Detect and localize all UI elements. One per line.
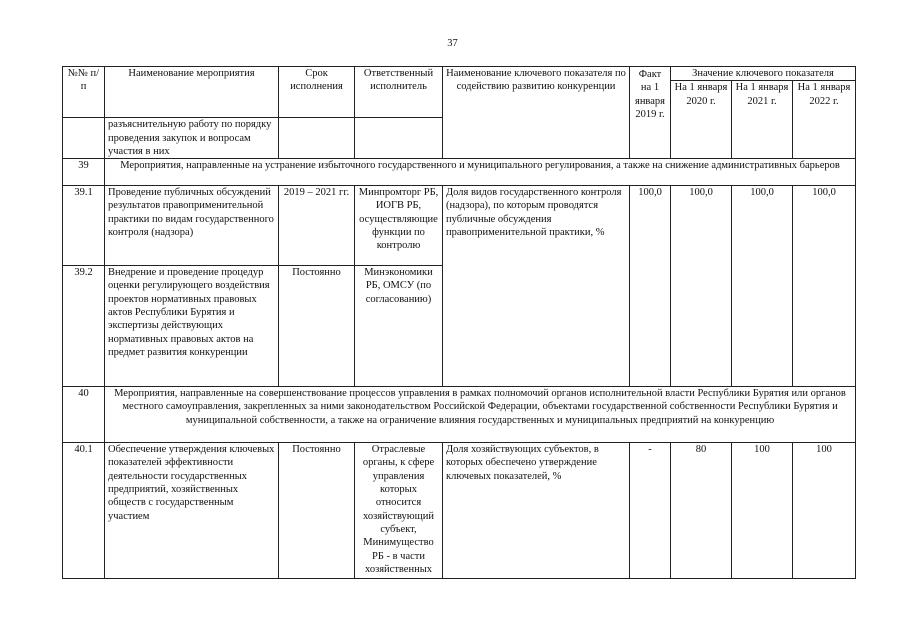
row-40-1-responsible: Отраслевые органы, к сфере управления которых относится хозяйствующий субъект, Минимущество РБ - в части хозяйственных — [362, 444, 435, 575]
row-40-1-indicator: Доля хозяйствующих субъектов, в которых обеспечено утверждение ключевых показателей, % — [443, 443, 630, 579]
header-indicator: Наименование ключевого показателя по содействию развитию конкуренции — [443, 67, 630, 159]
section-40-title: Мероприятия, направленные на совершенствование процессов управления в рамках полномочий органов исполнительной власти Республики Бурятия или органов местного самоуправления, закрепленных за ними законодательством Российской Федерации, объектами государственной собственности Республики Бурятия и муниципальной собственности, а также на ограничение влияния государственных и муниципальных предприятий на конкуренцию — [105, 387, 856, 443]
row-39-1-responsible: Минпромторг РБ, ИОГВ РБ, осуществляющие функции по контролю — [355, 186, 443, 266]
cont-name: разъяснительную работу по порядку проведения закупок и вопросам участия в них — [105, 118, 279, 159]
row-39-value-2020: 100,0 — [671, 186, 732, 387]
row-39-fact: 100,0 — [630, 186, 671, 387]
row-39-1-name: Проведение публичных обсуждений результатов правоприменительной практики по видам государственного контроля (надзора) — [105, 186, 279, 266]
measures-table — [62, 66, 856, 579]
row-39-indicator: Доля видов государственного контроля (надзора), по которым проводятся публичные обсуждения правоприменительной практики, % — [443, 186, 630, 387]
header-2020: На 1 января 2020 г. — [671, 81, 732, 159]
row-40-1-value-2022: 100 — [793, 443, 856, 579]
row-39-2-num: 39.2 — [63, 266, 105, 387]
row-40-1-value-2021: 100 — [732, 443, 793, 579]
header-value-group: Значение ключевого показателя — [671, 67, 856, 81]
header-num: №№ п/п — [63, 67, 105, 118]
header-row — [63, 67, 856, 81]
page-number: 37 — [447, 38, 458, 49]
section-39-title: Мероприятия, направленные на устранение избыточного государственного и муниципального регулирования, а также на снижение административных барьеров — [105, 159, 856, 186]
row-40-1-name: Обеспечение утверждения ключевых показателей эффективности деятельности государственных предприятий, хозяйственных обществ с государственным участием — [105, 443, 279, 579]
row-40-1-num: 40.1 — [63, 443, 105, 579]
row-39-1-term: 2019 – 2021 гг. — [279, 186, 355, 266]
header-2022: На 1 января 2022 г. — [793, 81, 856, 159]
section-39-row — [63, 159, 856, 186]
header-name: Наименование мероприятия — [105, 67, 279, 118]
row-39-value-2021: 100,0 — [732, 186, 793, 387]
section-40-row — [63, 387, 856, 443]
row-39-1-num: 39.1 — [63, 186, 105, 266]
row-39-2-responsible: Минэкономики РБ, ОМСУ (по согласованию) — [355, 266, 443, 387]
row-40-1-responsible-cell — [355, 443, 443, 579]
section-40-num: 40 — [63, 387, 105, 443]
header-term: Срок исполнения — [279, 67, 355, 118]
row-40-1-fact: - — [630, 443, 671, 579]
cont-term — [279, 118, 355, 159]
header-responsible: Ответственный исполнитель — [355, 67, 443, 118]
section-39-num: 39 — [63, 159, 105, 186]
header-2021: На 1 января 2021 г. — [732, 81, 793, 159]
row-40-1 — [63, 443, 856, 579]
row-40-1-value-2020: 80 — [671, 443, 732, 579]
row-39-value-2022: 100,0 — [793, 186, 856, 387]
header-fact: Факт на 1 января 2019 г. — [630, 67, 671, 159]
row-40-1-term: Постоянно — [279, 443, 355, 579]
row-39-2-name: Внедрение и проведение процедур оценки регулирующего воздействия проектов нормативных правовых актов Республики Бурятия и экспертизы действующих нормативных правовых актов на предмет развития конкуренции — [105, 266, 279, 387]
row-39-2-term: Постоянно — [279, 266, 355, 387]
row-39-1 — [63, 186, 856, 266]
cont-resp — [355, 118, 443, 159]
cont-num — [63, 118, 105, 159]
